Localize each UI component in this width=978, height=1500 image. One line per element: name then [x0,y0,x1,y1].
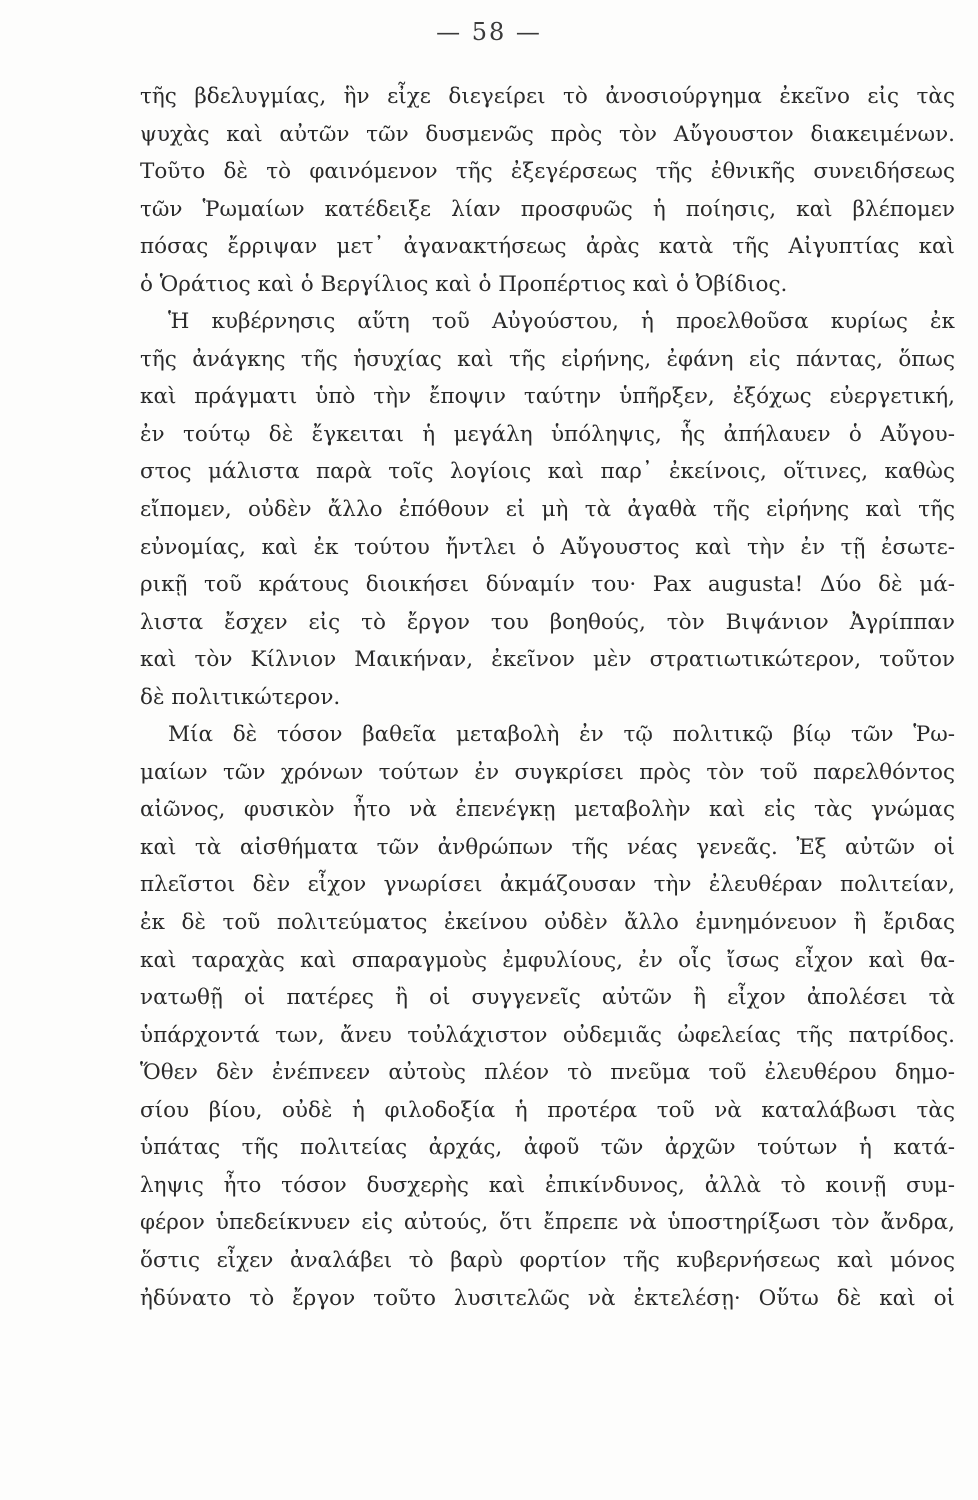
text-line: Μία δὲ τόσον βαθεῖα μεταβολὴ ἐν τῷ πολιτικῷ βίῳ τῶν Ῥω- [168,722,955,748]
text-line: πόσας ἔρριψαν μετ᾽ ἀγανακτήσεως ἀρὰς κατὰ τῆς Αἰγυπτίας καὶ [140,234,955,260]
text-line: δὲ πολιτικώτερον. [140,684,341,710]
text-line: ἠδύνατο τὸ ἔργον τοῦτο λυσιτελῶς νὰ ἐκτελέσῃ· Οὕτω δὲ καὶ οἱ [140,1285,955,1311]
text-line: Ἡ κυβέρνησις αὕτη τοῦ Αὐγούστου, ἡ προελθοῦσα κυρίως ἐκ [168,309,955,335]
text-line: στος μάλιστα παρὰ τοῖς λογίοις καὶ παρ᾽ ἐκείνοις, οἵτινες, καθὼς [140,459,955,485]
page-number: — 58 — [436,18,542,46]
text-line: αἰῶνος, φυσικὸν ἦτο νὰ ἐπενέγκῃ μεταβολὴν καὶ εἰς τὰς γνώμας [140,797,955,823]
body-text [140,78,955,1317]
text-line: καὶ τὰ αἰσθήματα τῶν ἀνθρώπων τῆς νέας γενεᾶς. Ἐξ αὐτῶν οἱ [140,834,955,860]
text-line: ὅστις εἶχεν ἀναλάβει τὸ βαρὺ φορτίον τῆς κυβερνήσεως καὶ μόνος [140,1247,955,1273]
text-line: φέρον ὑπεδείκνυεν εἰς αὐτούς, ὅτι ἔπρεπε νὰ ὑποστηρίξωσι τὸν ἄνδρα, [140,1210,955,1236]
text-line: Τοῦτο δὲ τὸ φαινόμενον τῆς ἐξεγέρσεως τῆς ἐθνικῆς συνειδήσεως [140,159,955,185]
text-line: ἐν τούτῳ δὲ ἔγκειται ἡ μεγάλη ὑπόληψις, ἧς ἀπήλαυεν ὁ Αὔγου- [140,421,955,447]
text-line: ρικῇ τοῦ κράτους διοικήσει δύναμίν του· Pax augusta! Δύο δὲ μά- [140,572,955,598]
text-line: τῶν Ῥωμαίων κατέδειξε λίαν προσφυῶς ἡ ποίησις, καὶ βλέπομεν [140,196,955,222]
text-line: ὑπάτας τῆς πολιτείας ἀρχάς, ἀφοῦ τῶν ἀρχῶν τούτων ἡ κατά- [140,1135,955,1161]
text-line: σίου βίου, οὐδὲ ἡ φιλοδοξία ἡ προτέρα τοῦ νὰ καταλάβωσι τὰς [140,1097,955,1123]
text-line: ληψις ἦτο τόσον δυσχερὴς καὶ ἐπικίνδυνος, ἀλλὰ τὸ κοινῇ συμ- [140,1172,955,1198]
text-line: ἐκ δὲ τοῦ πολιτεύματος ἐκείνου οὐδὲν ἄλλο ἐμνημόνευον ἢ ἔριδας [140,910,955,936]
text-line: ὑπάρχοντά των, ἄνευ τοὐλάχιστον οὐδεμιᾶς ὠφελείας τῆς πατρίδος. [140,1022,955,1048]
text-line: καὶ ταραχὰς καὶ σπαραγμοὺς ἐμφυλίους, ἐν οἷς ἴσως εἶχον καὶ θα- [140,947,955,973]
text-line: λιστα ἔσχεν εἰς τὸ ἔργον του βοηθούς, τὸν Βιψάνιον Ἀγρίππαν [140,609,955,635]
text-line: εὐνομίας, καὶ ἐκ τούτου ἤντλει ὁ Αὔγουστος καὶ τὴν ἐν τῇ ἐσωτε- [140,534,955,560]
text-line: τῆς ἀνάγκης τῆς ἡσυχίας καὶ τῆς εἰρήνης, ἐφάνη εἰς πάντας, ὅπως [140,346,955,372]
text-line: Ὅθεν δὲν ἐνέπνεεν αὐτοὺς πλέον τὸ πνεῦμα τοῦ ἐλευθέρου δημο- [140,1060,955,1086]
text-line: νατωθῇ οἱ πατέρες ἢ οἱ συγγενεῖς αὐτῶν ἢ εἶχον ἀπολέσει τὰ [140,985,955,1011]
text-line: μαίων τῶν χρόνων τούτων ἐν συγκρίσει πρὸς τὸν τοῦ παρελθόντος [140,759,955,785]
text-line: τῆς βδελυγμίας, ἣν εἶχε διεγείρει τὸ ἀνοσιούργημα ἐκεῖνο εἰς τὰς [140,84,955,109]
text-line: εἴπομεν, οὐδὲν ἄλλο ἐπόθουν εἰ μὴ τὰ ἀγαθὰ τῆς εἰρήνης καὶ τῆς [140,497,955,523]
text-line: πλεῖστοι δὲν εἶχον γνωρίσει ἀκμάζουσαν τὴν ἐλευθέραν πολιτείαν, [140,872,955,898]
text-line: καὶ τὸν Κίλνιον Μαικήναν, ἐκεῖνον μὲν στρατιωτικώτερον, τοῦτον [140,647,955,673]
text-line: ψυχὰς καὶ αὐτῶν τῶν δυσμενῶς πρὸς τὸν Αὔγουστον διακειμένων. [140,121,955,147]
text-line: καὶ πράγματι ὑπὸ τὴν ἔποψιν ταύτην ὑπῆρξεν, ἐξόχως εὐεργετική, [140,384,955,410]
text-line: ὁ Ὁράτιος καὶ ὁ Βεργίλιος καὶ ὁ Προπέρτιος καὶ ὁ Ὀβίδιος. [140,271,788,297]
